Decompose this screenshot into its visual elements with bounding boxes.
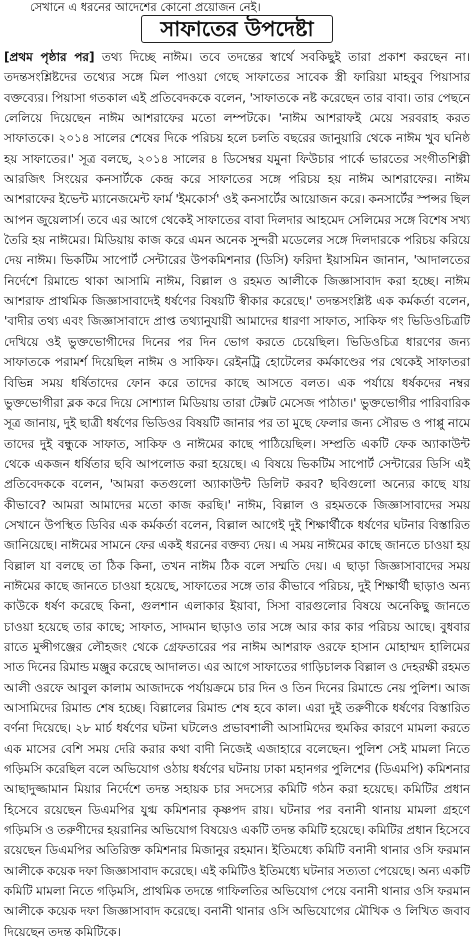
headline: সাফাতের উপদেষ্টা — [141, 15, 332, 43]
previous-column-last-line: সেখানে এ ধরনের আদেশের কোনো প্রয়োজন নেই। — [30, 0, 261, 14]
continuation-label: [প্রথম পৃষ্ঠার পর] — [4, 50, 95, 64]
headline-container — [4, 15, 470, 43]
article-body — [4, 47, 471, 939]
article-body-text: তথ্য দিচ্ছে নাঈম। তবে তদন্তের স্বার্থে সবকিছুই তারা প্রকাশ করছেন না। তদন্তসংশ্লিষ্টদের তথ্যের সঙ্গে মিল পাওয়া গেছে সাফাতের সাবেক স্ত্রী ফারিয়া মাহবুব পিয়াসার বক্তব্যের। পিয়াসা গতকাল এই প্রতিবেদককে বলেন, 'সাফাতকে নষ্ট করেছেন তার বাবা। তার পেছনে লেলিয়ে দিয়েছেন নাঈম আশরাফের মতো লম্পটকে। 'নাঈম আশরাফই মেয়ে সরবরাহ করত সাফাতকে। ২০১৪ সালের শেষের দিকে পরিচয় হলে চলতি বছরের জানুয়ারি থেকে নাঈম খুব ঘনিষ্ঠ হয় সাফাতের।' সূত্র বলছে, ২০১৪ সালের ৪ ডিসেম্বর যমুনা ফিউচার পার্কে ভারতের সংগীতশিল্পী আরজিৎ সিংয়ের কনসার্টকে কেন্দ্র করে সাফাতের সঙ্গে পরিচয় হয় নাঈম আশরাফের। নাঈম আশরাফের ইভেন্ট ম্যানেজমেন্ট ফার্ম 'ইমকোর্স' ওই কনসার্টের আয়োজন করে। কনসার্টের স্পন্সর ছিল আপন জুয়েলার্স। তবে এর আগে থেকেই সাফাতের বাবা দিলদার আহমেদ সেলিমের সঙ্গে বিশেষ সখ্য তৈরি হয় নাঈমের। মিডিয়ায় কাজ করে এমন অনেক সুন্দরী মডেলের সঙ্গে দিলদারকে পরিচয় করিয়ে দেয় নাঈম। ভিকটিম সাপোর্ট সেন্টারের উপকমিশনার (ডিসি) ফরিদা ইয়াসমিন জানান, 'আদালতের নির্দেশে রিমান্ডে থাকা আসামি নাঈম, বিল্লাল ও রহমত আলীকে জিজ্ঞাসাবাদ করা হচ্ছে। নাঈম আশরাফ প্রাথমিক জিজ্ঞাসাবাদেই ধর্ষণের বিষয়টি স্বীকার করেছে।' তদন্তসংশ্লিষ্ট এক কর্মকর্তা বলেন, 'বাদীর তথ্য এবং জিজ্ঞাসাবাদে প্রাপ্ত তথ্যানুযায়ী আমাদের ধারণা সাফাত, সাকিফ গং ভিডিওচিত্রটি দেখিয়ে ওই ভুক্তভোগীদের দিনের পর দিন ভোগ করতে চেয়েছিল। ভিডিওচিত্র ধারণের জন্য সাফাতকে পরামর্শ দিয়েছিল নাঈম ও সাকিফ। রেইনট্রি হোটেলের কর্মকাণ্ডের পর থেকেই সাফাতরা বিভিন্ন সময় ধর্ষিতাদের ফোন করে তাদের কাছে আসতে বলত। এক পর্যায়ে ধর্ষকদের নম্বর ভুক্তভোগীরা ব্লক করে দিয়ে সোশ্যাল মিডিয়ায় তারা টেক্সট মেসেজ পাঠাত।' ভুক্তভোগীর পারিবারিক সূত্র জানায়, দুই ছাত্রী ধর্ষণের ভিডিওর বিষয়টি জানার পর তা মুছে ফেলার জন্য সৌরভ ও পাপ্পু নামে তাদের দুই বন্ধুকে সাফাত, সাকিফ ও নাঈমের কাছে পাঠিয়েছিল। সম্প্রতি একটি ফেক অ্যাকাউন্ট থেকে একজন ধর্ষিতার ছবি আপলোড করা হয়েছে। এ বিষয়ে ভিকটিম সাপোর্ট সেন্টারের ডিসি এই প্রতিবেদককে বলেন, 'আমরা কতগুলো অ্যাকাউন্ট ডিলিট করব? ছবিগুলো অন্যের কাছে যায় কীভাবে? আমরা আমাদের মতো কাজ করছি।' নাঈম, বিল্লাল ও রহমতকে জিজ্ঞাসাবাদের সময় সেখানে উপস্থিত ডিবির এক কর্মকর্তা বলেন, বিল্লাল আগেই দুই শিক্ষার্থীকে ধর্ষণের ঘটনার বিস্তারিত জানিয়েছে। নাঈমের সামনে ফের একই ধরনের বক্তব্য দেয়। এ সময় নাঈমের কাছে জানতে চাওয়া হয় বিল্লাল যা বলছে তা ঠিক কিনা, তখন নাঈম ঠিক বলে সম্মতি দেয়। এ ছাড়া জিজ্ঞাসাবাদের সময় নাঈমের কাছে জানতে চাওয়া হয়েছে, সাফাতের সঙ্গে তার কীভাবে পরিচয়, দুই শিক্ষার্থী ছাড়াও অন্য কাউকে ধর্ষণ করেছে কিনা, গুলশান এলাকার ইয়াবা, সিসা বারগুলোর বিষয়ে অনেকিছু জানতে চাওয়া হয়েছে তার কাছে; সাফাত, সাদমান ছাড়াও তার সঙ্গে আর কার কার পরিচয় আছে। বুধবার রাতে মুন্সীগঞ্জের লৌহজং থেকে গ্রেফতারের পর নাঈম আশরাফ ওরফে হাসান মোহাম্মদ হালিমের সাত দিনের রিমান্ড মঞ্জুর করেছে আদালত। এর আগে সাফাতের গাড়িচালক বিল্লাল ও দেহরক্ষী রহমত আলী ওরফে আবুল কালাম আজাদকে পর্যায়ক্রমে চার দিন ও তিন দিনের রিমান্ডে নেয় পুলিশ। আজ আসামিদের রিমান্ড শেষ হচ্ছে। বিল্লালের রিমান্ড শেষ হবে কাল। এরা দুই তরুণীকে ধর্ষণের বিস্তারিত বর্ণনা দিয়েছে। ২৮ মার্চ ধর্ষণের ঘটনা ঘটলেও প্রভাবশালী আসামিদের হুমকির কারণে মামলা করতে এক মাসের বেশি সময় দেরি করার কথা বাদী নিজেই এজাহারে বলেছেন। পুলিশ সেই মামলা নিতে গড়িমসি করেছিল বলে অভিযোগ ওঠায় ধর্ষণের ঘটনায় ঢাকা মহানগর পুলিশের (ডিএমপি) কমিশনার আছাদুজ্জামান মিয়ার নির্দেশে তদন্ত সহায়ক চার সদস্যের কমিটি গঠন করা হয়েছে। কমিটির প্রধান হিসেবে রয়েছেন ডিএমপির যুগ্ম কমিশনার কৃষ্ণপদ রায়। ঘটনার পর বনানী থানায় মামলা গ্রহণে গড়িমসি ও তরুণীদের হয়রানির অভিযোগ বিষয়েও একটি তদন্ত কমিটি হয়েছে। কমিটির প্রধান হিসেবে রয়েছেন ডিএমপির অতিরিক্ত কমিশনার মিজানুর রহমান। ইতিমধ্যে কমিটি বনানী থানার ওসি ফরমান আলীকে কয়েক দফা জিজ্ঞাসাবাদ করেছে। এই কমিটিও ইতিমধ্যে ঘটনার সত্যতা পেয়েছে। অন্য একটি কমিটি মামলা নিতে গড়িমসি, প্রাথমিক তদন্তে গাফিলতির অভিযোগ পেয়ে বনানী থানার ওসি ফরমান আলীকে কয়েক দফা জিজ্ঞাসাবাদ করেছে। বনানী থানার ওসি অভিযোগের মৌখিক ও লিখিত জবাব দিয়েছেন তদন্ত কমিটিকে। — [4, 50, 471, 939]
